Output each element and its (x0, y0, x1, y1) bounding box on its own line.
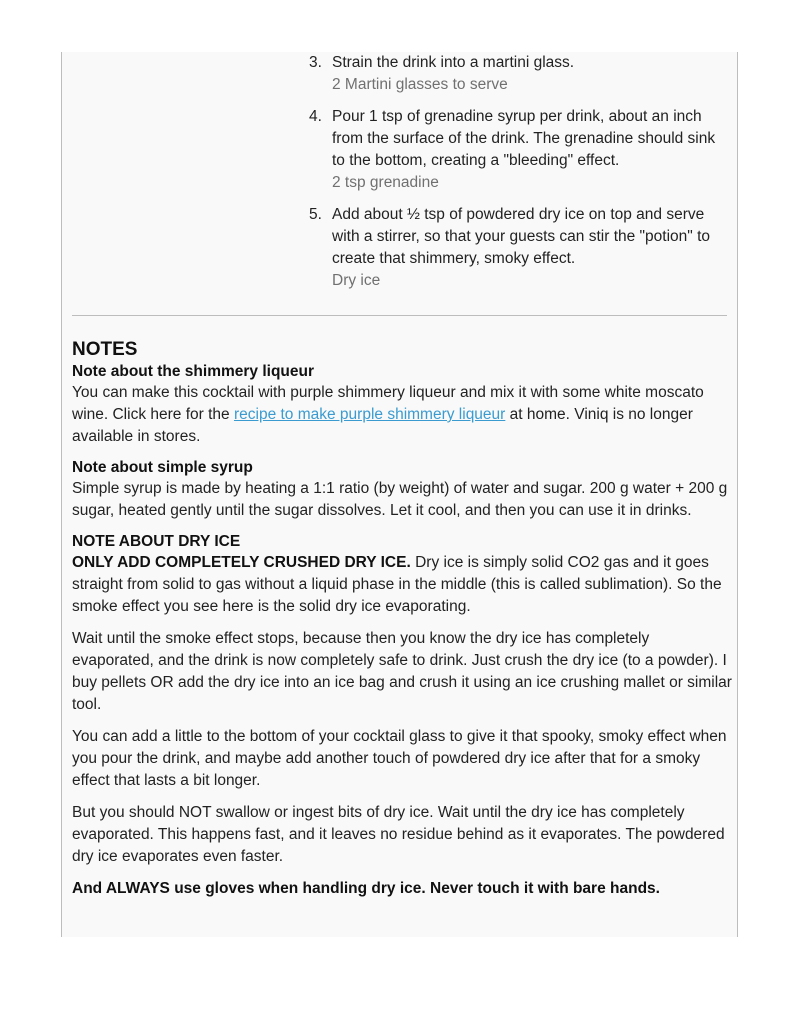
step-number: 3. (309, 54, 322, 71)
step-number: 5. (309, 206, 322, 223)
instruction-step (309, 52, 729, 96)
step-text: Strain the drink into a martini glass. (332, 54, 575, 71)
liqueur-note-text (72, 382, 732, 448)
liqueur-note-heading: Note about the shimmery liqueur (72, 363, 315, 380)
step-ingredient-note: 2 Martini glasses to serve (332, 76, 508, 93)
step-ingredient-note: Dry ice (332, 272, 381, 289)
notes-title: NOTES (72, 339, 138, 360)
dry-ice-note-heading: NOTE ABOUT DRY ICE (72, 533, 241, 550)
instruction-step (309, 204, 729, 292)
step-text: Pour 1 tsp of grenadine syrup per drink, about an inch from the surface of the drink. The grenadine should sink to the bottom, creating a "bleeding" effect. (332, 108, 716, 169)
dry-ice-paragraph: You can add a little to the bottom of your cocktail glass to give it that spooky, smoky effect when you pour the drink, and maybe add another touch of powdered dry ice after that for a smoky effect that lasts a bit longer. (72, 728, 727, 789)
dry-ice-paragraph: But you should NOT swallow or ingest bits of dry ice. Wait until the dry ice has completely evaporated. This happens fast, and it leaves no residue behind as it evaporates. The powdered dry ice evaporates even faster. (72, 804, 725, 865)
step-number: 4. (309, 108, 322, 125)
dry-ice-lead-paragraph (72, 552, 732, 618)
syrup-note-heading: Note about simple syrup (72, 459, 253, 476)
dry-ice-lead-text: Dry ice is simply solid CO2 gas and it goes straight from solid to gas without a liquid phase in the middle (this is called sublimation). So the smoke effect you see here is the solid dry ice evaporating. (72, 554, 722, 615)
section-divider (72, 315, 727, 316)
dry-ice-final-warning: And ALWAYS use gloves when handling dry ice. Never touch it with bare hands. (72, 880, 660, 897)
step-text: Add about ½ tsp of powdered dry ice on top and serve with a stirrer, so that your guests can stir the "potion" to create that shimmery, smoky effect. (332, 206, 711, 267)
syrup-note-text: Simple syrup is made by heating a 1:1 ratio (by weight) of water and sugar. 200 g water + 200 g sugar, heated gently until the sugar dissolves. Let it cool, and then you can use it in drinks. (72, 480, 728, 519)
dry-ice-lead-bold: ONLY ADD COMPLETELY CRUSHED DRY ICE. (72, 554, 411, 571)
notes-section (72, 338, 732, 910)
step-ingredient-note: 2 tsp grenadine (332, 174, 439, 191)
dry-ice-paragraph: Wait until the smoke effect stops, because then you know the dry ice has completely evaporated, and the drink is now completely safe to drink. Just crush the dry ice (to a powder). I buy pellets OR add the dry ice into an ice bag and crush it using an ice crushing mallet or similar tool. (72, 630, 732, 713)
liqueur-recipe-link[interactable]: recipe to make purple shimmery liqueur (233, 406, 506, 423)
liqueur-text-after: at home. Viniq is no longer available in stores. (72, 406, 693, 445)
instruction-step (309, 106, 729, 194)
recipe-card (61, 52, 738, 937)
liqueur-text-before: You can make this cocktail with purple shimmery liqueur and mix it with some white moscato wine. Click here for the (72, 384, 704, 423)
instructions-list (309, 52, 729, 302)
